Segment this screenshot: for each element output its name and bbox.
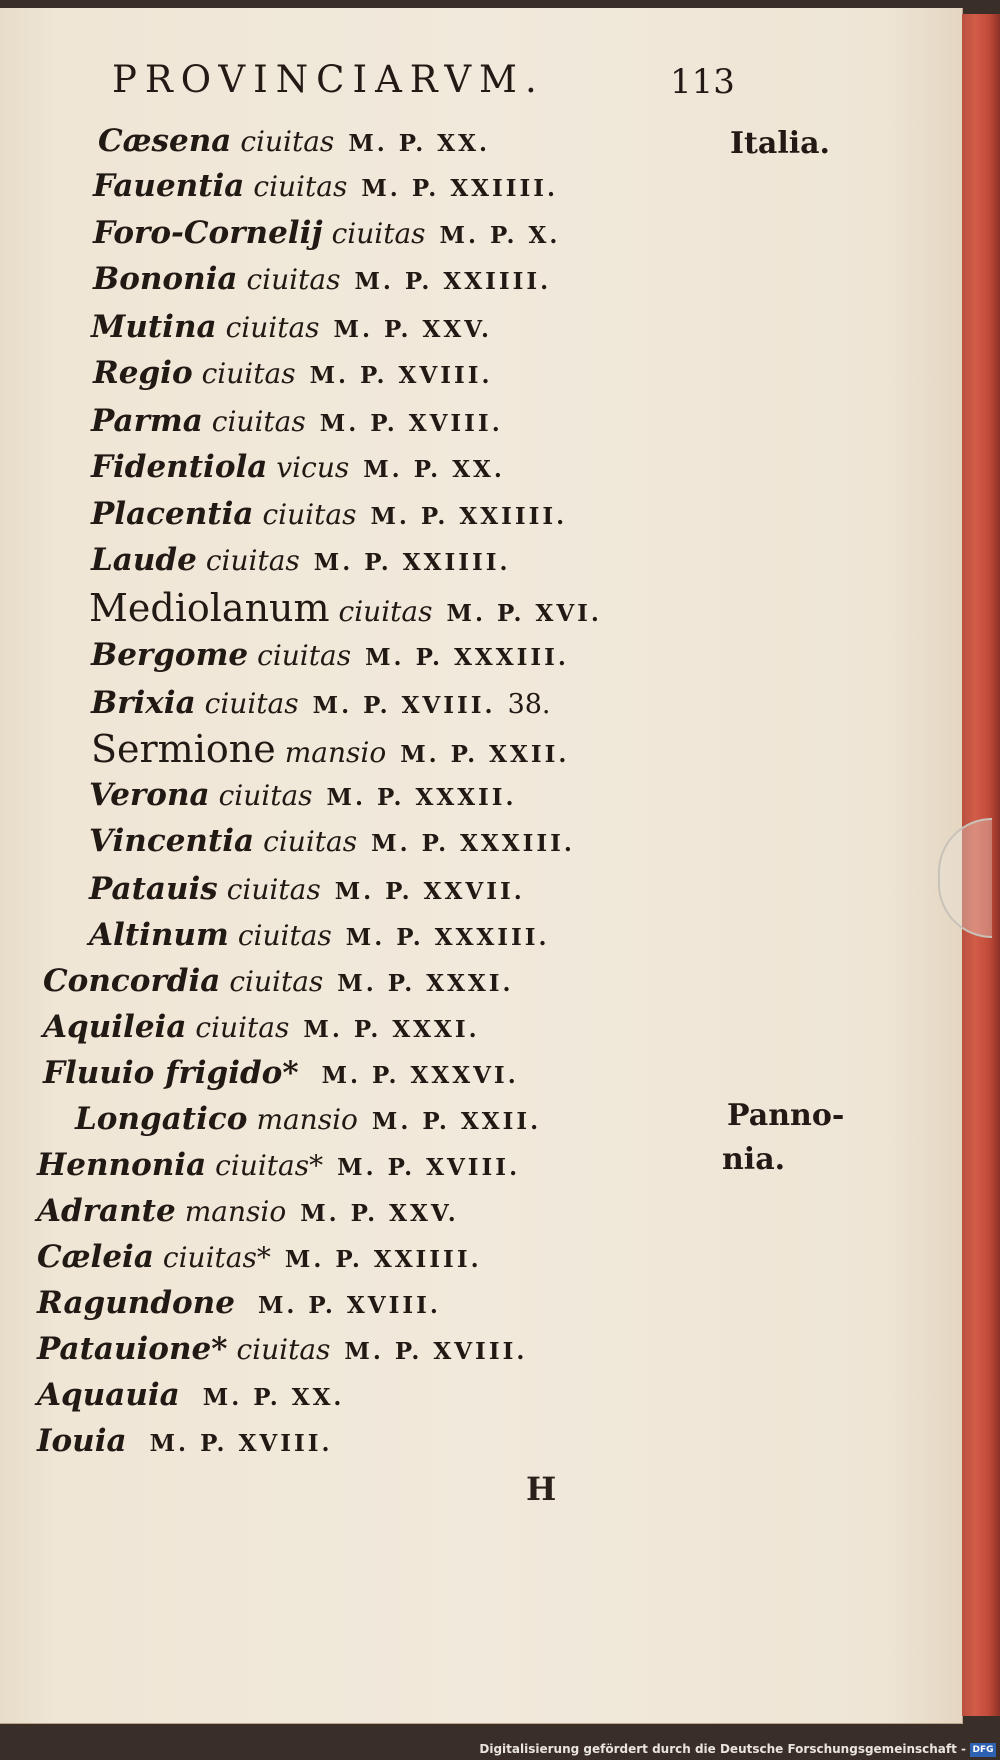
book-page <box>0 8 963 1724</box>
entry-bergome <box>91 637 569 673</box>
entry-distance: M. P. XXXIII. <box>345 924 550 951</box>
entry-kind: ciuitas <box>225 311 320 344</box>
entry-place: Sermione <box>91 727 276 771</box>
entry-vincentia <box>89 823 575 859</box>
entry-kind: ciuitas* <box>215 1149 324 1182</box>
entry-kind: ciuitas <box>204 687 299 720</box>
entry-place: Longatico <box>75 1101 248 1137</box>
entry-place: Laude <box>91 542 197 578</box>
page-number: 113 <box>670 62 735 102</box>
entry-kind: ciuitas <box>236 1333 331 1366</box>
entry-place: Patauione* <box>37 1331 228 1367</box>
entry-kind: ciuitas <box>246 263 341 296</box>
entry-kind: ciuitas <box>229 965 324 998</box>
entry-kind: ciuitas <box>257 639 352 672</box>
entry-place: Adrante <box>37 1193 176 1229</box>
entry-distance: M. P. XXXI. <box>303 1016 480 1043</box>
entry-kind: ciuitas <box>201 357 296 390</box>
entry-kind: mansio <box>184 1195 287 1228</box>
entry-kind: ciuitas <box>211 405 306 438</box>
entry-place: Fluuio frigido* <box>43 1055 299 1091</box>
entry-place: Cæleia <box>37 1239 154 1275</box>
entry-caesena <box>98 123 490 159</box>
digitization-credit: Digitalisierung gefördert durch die Deutsche Forschungsgemeinschaft - <box>479 1742 966 1756</box>
entry-distance: M. P. XXIIII. <box>313 549 511 576</box>
entry-distance: M. P. XVI. <box>446 600 602 627</box>
margin-note-pannonia-1: Panno- <box>727 1098 845 1133</box>
margin-note-pannonia-2: nia. <box>722 1142 786 1177</box>
entry-place: Fidentiola <box>91 449 268 485</box>
entry-kind: ciuitas* <box>162 1241 271 1274</box>
entry-distance: M. P. XXIIII. <box>354 268 552 295</box>
entry-fauentia <box>93 168 559 204</box>
entry-distance: M. P. XXXIII. <box>365 644 569 671</box>
entry-distance: M. P. XXIIII. <box>370 503 568 530</box>
entry-place: Altinum <box>89 917 229 953</box>
entry-place: Brixia <box>91 685 196 721</box>
entry-patauis <box>89 871 525 907</box>
entry-kind: mansio <box>256 1103 358 1136</box>
entry-regio <box>93 355 493 391</box>
entry-mutina <box>91 309 493 345</box>
entry-place: Vincentia <box>89 823 255 859</box>
entry-kind: ciuitas <box>262 498 357 531</box>
entry-distance: M. P. XVIII. <box>337 1154 521 1181</box>
entry-placentia <box>91 496 568 532</box>
entry-kind: mansio <box>284 736 387 769</box>
entry-place: Mediolanum <box>89 586 330 630</box>
entry-kind: ciuitas <box>218 779 313 812</box>
entry-kind: ciuitas <box>253 170 348 203</box>
entry-place: Fauentia <box>93 168 245 204</box>
entry-place: Verona <box>89 777 210 813</box>
entry-place: Regio <box>93 355 193 391</box>
entry-kind: ciuitas <box>205 544 300 577</box>
entry-distance: M. P. XXIIII. <box>361 175 559 202</box>
entry-patauione <box>37 1331 528 1367</box>
entry-kind: ciuitas <box>331 217 426 250</box>
entry-distance: M. P. XVIII. <box>149 1430 333 1457</box>
entry-place: Parma <box>91 403 203 439</box>
entry-place: Ragundone <box>37 1285 235 1321</box>
entry-laude <box>91 542 511 578</box>
entry-brixia <box>91 685 551 721</box>
entry-kind: vicus <box>276 451 350 484</box>
entry-distance: M. P. XXXII. <box>326 784 517 811</box>
entry-distance: M. P. XXV. <box>300 1200 459 1227</box>
entry-distance: M. P. XXV. <box>333 316 493 343</box>
entry-place: Cæsena <box>98 123 232 159</box>
entry-place: Patauis <box>89 871 218 907</box>
entry-adrante <box>37 1193 459 1229</box>
entry-place: Iouia <box>37 1423 127 1459</box>
entry-distance: M. P. XVIII. <box>312 692 496 719</box>
entry-place: Aquauia <box>37 1377 180 1413</box>
entry-distance: M. P. XVIII. <box>309 362 493 389</box>
entry-fidentiola <box>91 449 505 485</box>
entry-distance: M. P. XVIII. <box>257 1292 441 1319</box>
entry-kind: ciuitas <box>226 873 321 906</box>
entry-place: Bononia <box>93 261 238 297</box>
entry-altinum <box>89 917 550 953</box>
entry-distance: M. P. XVIII. <box>344 1338 528 1365</box>
entry-distance: M. P. XXII. <box>371 1108 542 1135</box>
entry-place: Bergome <box>91 637 249 673</box>
entry-kind: ciuitas <box>338 595 433 628</box>
entry-kind: ciuitas <box>240 125 335 158</box>
entry-marginal-number: 38. <box>507 689 551 720</box>
entry-sermione <box>91 727 570 771</box>
signature-mark: H <box>526 1470 557 1508</box>
entry-kind: ciuitas <box>195 1011 290 1044</box>
margin-note-italia: Italia. <box>730 126 831 161</box>
entry-place: Aquileia <box>43 1009 187 1045</box>
entry-distance: M. P. XXXI. <box>337 970 514 997</box>
entry-ragundone <box>37 1285 441 1321</box>
entry-foro-cornelij <box>93 215 561 251</box>
entry-kind: ciuitas <box>263 825 358 858</box>
entry-parma <box>91 403 503 439</box>
entry-place: Foro-Cornelij <box>93 215 323 251</box>
entry-iouia <box>37 1423 333 1459</box>
entry-place: Concordia <box>43 963 221 999</box>
entry-longatico <box>75 1101 542 1137</box>
entry-distance: M. P. XXVII. <box>334 878 525 905</box>
entry-distance: M. P. XXIIII. <box>284 1246 482 1273</box>
entry-verona <box>89 777 517 813</box>
entry-distance: M. P. X. <box>439 222 561 249</box>
entry-distance: M. P. XVIII. <box>319 410 503 437</box>
entry-concordia <box>43 963 514 999</box>
entry-aquileia <box>43 1009 480 1045</box>
entry-distance: M. P. XXII. <box>400 741 570 768</box>
entry-distance: M. P. XXXIII. <box>371 830 575 857</box>
entry-distance: M. P. XXXVI. <box>321 1062 519 1089</box>
entry-fluuio-frigido <box>43 1055 519 1091</box>
entry-hennonia <box>37 1147 521 1183</box>
running-header: PROVINCIARVM. <box>112 58 545 101</box>
entry-place: Hennonia <box>37 1147 207 1183</box>
entry-aquauia <box>37 1377 345 1413</box>
entry-distance: M. P. XX. <box>202 1384 345 1411</box>
entry-caeleia <box>37 1239 482 1275</box>
entry-kind: ciuitas <box>237 919 332 952</box>
entry-distance: M. P. XX. <box>348 130 490 157</box>
entry-place: Placentia <box>91 496 254 532</box>
entry-mediolanum <box>89 586 602 630</box>
entry-distance: M. P. XX. <box>363 456 505 483</box>
dfg-logo: DFG <box>970 1743 996 1757</box>
entry-place: Mutina <box>91 309 217 345</box>
entry-bononia <box>93 261 552 297</box>
